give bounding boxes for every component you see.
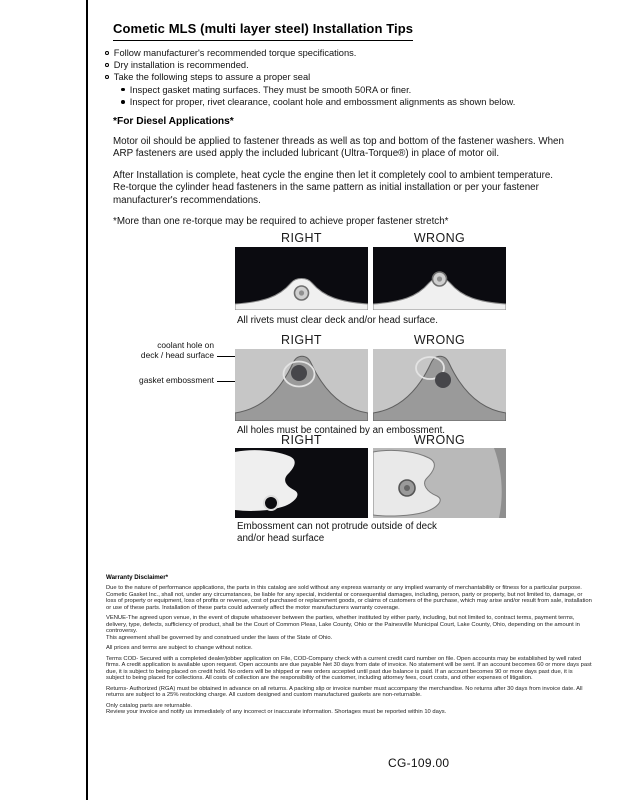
installation-tips-list — [105, 47, 575, 108]
tip-item — [105, 59, 575, 71]
tip-text: Dry installation is recommended. — [113, 60, 249, 71]
callout-text: gasket embossment — [139, 375, 214, 385]
hole-contained-illustration — [235, 349, 368, 421]
warranty-disclaimer-section — [106, 574, 592, 716]
right-label: RIGHT — [281, 433, 322, 447]
tip-sub-item — [105, 96, 575, 108]
right-label: RIGHT — [281, 231, 322, 245]
callout-text: deck / head surface — [140, 350, 214, 360]
right-label: RIGHT — [281, 333, 322, 347]
disclaimer-paragraph: Review your invoice and notify us immediately of any incorrect or inaccurate information. Shortages must be reported within 10 days. — [106, 709, 447, 715]
retorque-note: *More than one re-torque may be required to achieve proper fastener stretch* — [113, 216, 449, 228]
disclaimer-paragraph: Returns- Authorized (RGA) must be obtained in advance on all returns. A packing slip or invoice number must accompany the merchandise. No returns after 30 days from invoice date. All returns are subject to a 25% restocking charge. All custom designed and custom manufactured gaskets are non-returnable. — [106, 685, 583, 698]
protrusion-right-diagram — [235, 448, 368, 518]
rivet-right-diagram — [235, 247, 368, 310]
disclaimer-paragraph: This agreement shall be governed by and construed under the laws of the State of Ohio. — [106, 634, 333, 641]
disclaimer-paragraph: Only catalog parts are returnable. — [106, 702, 193, 709]
wrong-label: WRONG — [413, 333, 466, 347]
rivet-clear-illustration — [235, 247, 368, 310]
page-margin-rule — [86, 0, 88, 800]
callout-text: coolant hole on — [157, 340, 214, 350]
page-code: CG-109.00 — [388, 756, 450, 770]
hole-outside-illustration — [373, 349, 506, 421]
filled-bullet-icon — [121, 88, 125, 92]
gasket-embossment-callout — [118, 375, 214, 385]
tip-item — [105, 47, 575, 59]
disclaimer-paragraph: Terms COD- Secured with a completed dealer/jobber application on File, COD-Company check with a current credit card number on file. Open accounts may be established by well rated firms. A credit application is available upon request. Open accounts are due payable Net 30 days from date of invoice. No statement will be sent. If an account becomes 60 or more days past due, it is subject to being placed on credit hold. No orders will be shipped or new orders accepted until past due balance is paid. If an account becomes 90 or more days past due, it is subject to being placed for collections. All costs of collection are the responsibility of the customer, including attorney fees, court costs, and other expenses of litigation. — [106, 655, 592, 681]
wrong-label: WRONG — [413, 433, 466, 447]
open-bullet-icon — [105, 51, 109, 55]
filled-bullet-icon — [121, 100, 125, 104]
embossment-right-diagram — [235, 349, 368, 421]
wrong-label: WRONG — [413, 231, 466, 245]
diesel-paragraph: After Installation is complete, heat cycle the engine then let it completely cool to ambient temperature. Re-torque the cylinder head fasteners in the same pattern as initial installation or per your fastener manufacturer's recommendations. — [113, 169, 554, 206]
protrusion-wrong-diagram — [373, 448, 506, 518]
tip-text: Take the following steps to assure a proper seal — [113, 72, 311, 83]
coolant-hole-callout — [130, 340, 214, 360]
diesel-heading: *For Diesel Applications* — [113, 116, 234, 127]
protrusion-caption: Embossment can not protrude outside of deck and/or head surface — [237, 521, 437, 544]
disclaimer-paragraph: VENUE-The agreed upon venue, in the event of dispute whatsoever between the parties, whether instituted by either party, including, but not limited to, contract terms, payment terms, delivery, type, defects, sufficiency of product, shall be the Court of Common Pleas, Lake County, Ohio or the Painesville Municipal Court, Lake County, Ohio, depending on the amount in controversy. — [106, 615, 580, 634]
tip-text: Follow manufacturer's recommended torque specifications. — [113, 48, 357, 58]
tip-sub-item — [105, 84, 575, 96]
embossment-wrong-diagram — [373, 349, 506, 421]
tip-text: Inspect gasket mating surfaces. They must be smooth 50RA or finer. — [129, 84, 412, 95]
disclaimer-paragraph: All prices and terms are subject to change without notice. — [106, 645, 253, 651]
embossment-protruding-illustration — [373, 448, 506, 518]
page-title: Cometic MLS (multi layer steel) Installation Tips — [113, 21, 413, 41]
embossment-caption: All holes must be contained by an embossment. — [237, 425, 446, 436]
embossment-inside-illustration — [235, 448, 368, 518]
rivet-wrong-diagram — [373, 247, 506, 310]
diesel-applications-section — [113, 116, 571, 228]
diesel-paragraph: Motor oil should be applied to fastener threads as well as top and bottom of the fastener washers. When ARP fasteners are used apply the included lubricant (Ultra-Torque®) in place of motor oil. — [113, 136, 564, 160]
warranty-heading: Warranty Disclaimer* — [106, 574, 169, 581]
tip-item — [105, 71, 575, 83]
tip-text: Inspect for proper, rivet clearance, coolant hole and embossment alignments as shown below. — [129, 96, 516, 107]
rivet-caption: All rivets must clear deck and/or head surface. — [237, 315, 438, 326]
disclaimer-paragraph: Due to the nature of performance applications, the parts in this catalog are sold without any express warranty or any implied warranty of merchantability or fitness for a particular purpose. Cometic Gasket Inc., shall not, under any circumstances, be liable for any special, incidental or consequential damages, including, person, party or property, but not limited to, damage, or loss of property or equipment, loss of profits or revenue, cost of purchased or replacement goods, or claims of customers of the purchase, which may arise and/or result from sale, installation or use of these parts. Installation of these parts could adversely affect the motor manufacturers warranty coverage. — [106, 585, 592, 611]
open-bullet-icon — [105, 63, 109, 67]
rivet-overlap-illustration — [373, 247, 506, 310]
open-bullet-icon — [105, 75, 109, 79]
